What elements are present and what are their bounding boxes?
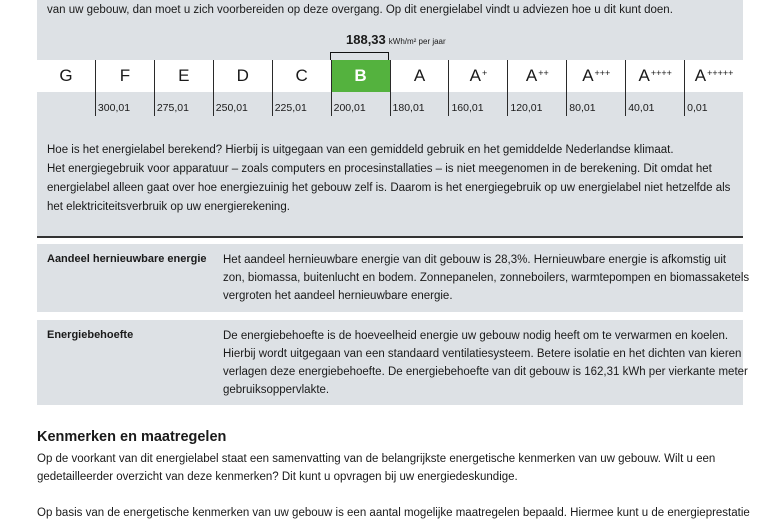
energy-label-letter: A (582, 66, 594, 85)
energy-label-letter: F (119, 66, 131, 85)
explanation-line: het elektriciteitsverbruik op uw energierekening. (47, 201, 290, 213)
energy-label-letter: A (525, 66, 538, 85)
energy-label-letter: A (694, 66, 707, 85)
renewable-energy-box (37, 244, 750, 312)
demand-line: De energiebehoefte is de hoeveelheid energie uw gebouw nodig heeft om te verwarmen en koelen. (223, 330, 729, 342)
threshold-value: 40,01 (628, 102, 655, 114)
threshold-cell (448, 92, 507, 116)
energy-label-cell (272, 60, 331, 92)
energy-label-cell (625, 60, 684, 92)
energy-label-cell (95, 60, 154, 92)
calculation-explanation (47, 141, 730, 217)
energy-score (346, 32, 446, 47)
section-heading: Kenmerken en maatregelen (37, 429, 227, 445)
threshold-cell (37, 92, 95, 116)
energy-label-panel (37, 0, 743, 236)
threshold-value: 160,01 (451, 102, 484, 114)
threshold-cell (566, 92, 625, 116)
section-line: gedetailleerder overzicht van deze kenmerken? Dit kunt u opvragen bij uw energiedeskundige. (37, 471, 518, 483)
intro-text: van uw gebouw, dan moet u zich voorbereiden op deze overgang. Op dit energielabel vindt u adviezen hoe u dit kunt doen. (47, 4, 673, 16)
threshold-value: 200,01 (333, 102, 366, 114)
energy-label-letter: E (178, 66, 190, 85)
energy-score-unit: kWh/m² per jaar (388, 37, 446, 46)
threshold-value: 80,01 (569, 102, 596, 114)
threshold-value: 250,01 (215, 102, 248, 114)
threshold-value: 120,01 (510, 102, 543, 114)
energy-label-cell (37, 60, 95, 92)
threshold-cell (154, 92, 213, 116)
section-line: Op basis van de energetische kenmerken van uw gebouw is een aantal mogelijke maatregelen bepaald. Hiermee kunt u de energieprestatie (37, 507, 750, 519)
energy-label-letter: D (236, 66, 249, 85)
energy-label-cell (154, 60, 213, 92)
explanation-line: Het energiegebruik voor apparatuur – zoals computers en procesinstallaties – is niet meegenomen in de berekening. Dit omdat het (47, 163, 712, 175)
energy-score-value: 188,33 (346, 32, 386, 47)
threshold-cell (684, 92, 743, 116)
energy-label-cell (448, 60, 507, 92)
energy-label-plus: +++ (594, 68, 611, 78)
threshold-value: 300,01 (97, 102, 131, 114)
explanation-line: Hoe is het energielabel berekend? Hierbij is uitgegaan van een gemiddeld gebruik en het gemiddelde Nederlandse klimaat. (47, 144, 674, 156)
score-bracket (330, 52, 389, 60)
threshold-cell (507, 92, 566, 116)
renewable-line: vergroten het aandeel hernieuwbare energie. (223, 290, 453, 302)
demand-line: Hierbij wordt uitgegaan van een standaard ventilatiesysteem. Betere isolatie en het dichten van kieren (223, 348, 742, 360)
energy-label-letter: A (638, 66, 650, 85)
renewable-energy-title: Aandeel hernieuwbare energie (47, 253, 207, 265)
divider (37, 236, 743, 238)
energy-demand-title: Energiebehoefte (47, 329, 134, 341)
energy-label-letter: A (413, 66, 426, 85)
threshold-cell (213, 92, 272, 116)
threshold-cell (95, 92, 154, 116)
energy-label-cell (684, 60, 743, 92)
demand-line: verlagen deze energiebehoefte. De energiebehoefte van dit gebouw is 162,31 kWh per vierkante meter (223, 366, 748, 378)
threshold-value: 275,01 (156, 102, 189, 114)
threshold-value: 180,01 (392, 102, 425, 114)
threshold-cell (390, 92, 449, 116)
energy-demand-text (223, 327, 748, 399)
energy-label-letter: B (354, 66, 367, 85)
energy-label-plus: +++++ (707, 68, 734, 78)
threshold-cell (625, 92, 684, 116)
energy-label-plus: ++++ (650, 68, 672, 78)
energy-label-letter: G (59, 66, 73, 85)
energy-label-cell (566, 60, 625, 92)
section-line: Op de voorkant van dit energielabel staat een samenvatting van de belangrijkste energetische kenmerken van uw gebouw. Wilt u een (37, 453, 716, 465)
energy-label-scale (37, 60, 743, 92)
renewable-energy-text (223, 251, 749, 305)
threshold-cell (331, 92, 390, 116)
energy-demand-box (37, 320, 748, 405)
energy-label-cell (507, 60, 566, 92)
threshold-value: 0,01 (687, 102, 708, 114)
energy-label-cell-active (331, 60, 390, 92)
demand-line: gebruiksoppervlakte. (223, 384, 330, 396)
energy-label-letter: C (295, 66, 308, 85)
energy-label-thresholds (37, 92, 743, 116)
section-body (37, 450, 750, 522)
energy-label-cell (213, 60, 272, 92)
renewable-line: zon, biomassa, buitenlucht en bodem. Zonnepanelen, zonneboilers, warmtepompen en biomassaketels (223, 272, 750, 284)
threshold-cell (272, 92, 331, 116)
energy-label-cell (390, 60, 449, 92)
energy-label-plus: + (481, 68, 488, 78)
energy-label-plus: ++ (538, 68, 549, 78)
renewable-line: Het aandeel hernieuwbare energie van dit gebouw is 28,3%. Hernieuwbare energie is afkomstig uit (223, 254, 727, 266)
explanation-line: energielabel alleen gaat over hoe energiezuinig het gebouw zelf is. Daarom is het energiegebruik op uw energielabel niet hetzelfde als (47, 182, 731, 194)
energy-label-letter: A (469, 66, 481, 85)
threshold-value: 225,01 (274, 102, 307, 114)
